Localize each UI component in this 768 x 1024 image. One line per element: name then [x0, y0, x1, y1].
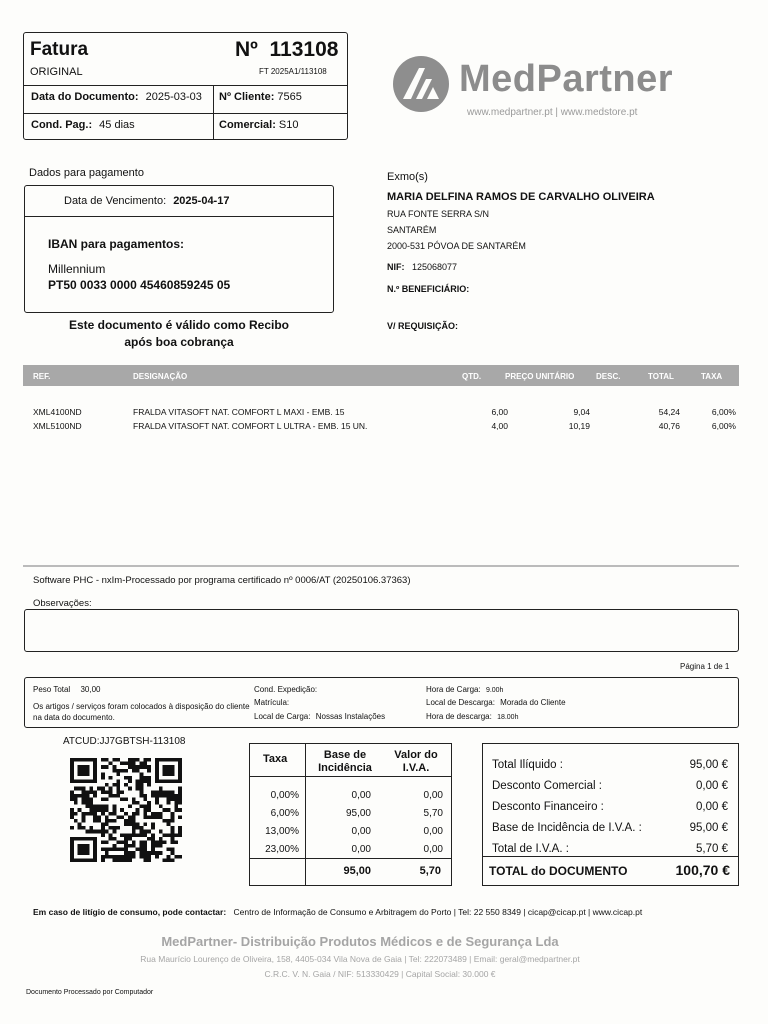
col-tax: TAXA [701, 372, 723, 381]
vat-value: 0,00 [423, 825, 443, 837]
unload-place [426, 698, 566, 707]
vat-total-base: 95,00 [343, 865, 371, 877]
brand-website: www.medpartner.pt | www.medstore.pt [467, 107, 638, 118]
company-address: Rua Maurício Lourenço de Oliveira, 158, 4405-034 Vila Nova de Gaia | Tel: 222073489 | Email: geral@medpartner.pt [140, 954, 580, 964]
payment-section-title: Dados para pagamento [29, 167, 144, 179]
total-value: 0,00 € [696, 779, 728, 792]
total-label: Total de I.V.A. : [492, 842, 569, 855]
vat-col-base: Base de Incidência [318, 749, 372, 774]
table-row [252, 804, 444, 822]
vat-table [252, 786, 444, 858]
items-end-divider [23, 565, 739, 567]
commercial-label: Comercial: [219, 119, 276, 131]
table-row [252, 786, 444, 804]
payment-label: Cond. Pag.: [31, 119, 93, 131]
totals-table [491, 754, 729, 859]
nif-label: NIF: [387, 262, 405, 272]
col-discount: DESC. [596, 372, 621, 381]
expedition-label: Cond. Expedição: [254, 685, 318, 694]
item-desc: FRALDA VITASOFT NAT. COMFORT L ULTRA - EMB. 15 UN. [133, 421, 368, 431]
vat-rate: 0,00% [270, 789, 299, 801]
customer-nif [387, 262, 457, 272]
company-registry: C.R.C. V. N. Gaia / NIF: 513330429 | Capital Social: 30.000 € [264, 969, 496, 979]
unload-time-value: 18.00h [497, 714, 519, 721]
due-date [64, 195, 229, 207]
total-value: 5,70 € [696, 842, 728, 855]
requisition-label: V/ REQUISIÇÃO: [387, 321, 459, 331]
company-name: MedPartner- Distribuição Produtos Médicos e de Segurança Lda [161, 934, 559, 949]
grand-total-value: 100,70 € [675, 862, 730, 878]
col-unit-price: PREÇO UNITÁRIO [505, 372, 575, 381]
page-label: Página 1 de 1 [680, 662, 730, 671]
observations-box [24, 609, 739, 652]
customer-address2: SANTARÉM [387, 225, 437, 235]
item-price: 10,19 [568, 421, 590, 431]
total-label: Desconto Financeiro : [492, 800, 604, 813]
bank-name: Millennium [48, 262, 106, 276]
client-label: Nº Cliente: [219, 91, 275, 103]
load-time [426, 685, 503, 694]
vat-col-vat: Valor do I.V.A. [394, 749, 438, 774]
medpartner-logo-icon [392, 55, 450, 113]
brand-name: MedPartner [459, 58, 674, 100]
payment-terms [31, 119, 135, 131]
vat-base: 0,00 [351, 843, 371, 855]
vat-value: 0,00 [423, 789, 443, 801]
unload-place-label: Local de Descarga: [426, 698, 495, 707]
receipt-line2: após boa cobrança [124, 335, 234, 349]
nif-value: 125068077 [412, 262, 458, 272]
table-row [491, 838, 729, 859]
item-tax: 6,00% [711, 407, 736, 417]
table-row [491, 817, 729, 838]
table-row [252, 840, 444, 858]
item-desc: FRALDA VITASOFT NAT. COMFORT L MAXI - EMB. 15 [133, 407, 345, 417]
series-ref: FT 2025A1/113108 [259, 67, 327, 76]
col-qty: QTD. [462, 372, 482, 381]
shipping-note: Os artigos / serviços foram colocados à disposição do cliente na data do documento. [33, 702, 250, 722]
vat-value: 5,70 [423, 807, 443, 819]
client-value: 7565 [277, 91, 302, 103]
table-row [33, 421, 736, 435]
item-disc [590, 421, 620, 435]
doc-number [235, 38, 338, 62]
customer-address3: 2000-531 PÓVOA DE SANTARÉM [387, 241, 526, 251]
weight-label: Peso Total [33, 685, 71, 694]
doc-date-value: 2025-03-03 [145, 91, 202, 103]
item-price: 9,04 [573, 407, 590, 417]
payment-value: 45 dias [99, 119, 135, 131]
item-disc [590, 407, 620, 421]
receipt-line1: Este documento é válido como Recibo [68, 318, 290, 332]
unload-time [426, 712, 518, 721]
vat-col-rate: Taxa [263, 753, 288, 765]
vat-value: 0,00 [423, 843, 443, 855]
table-row [491, 754, 729, 775]
vat-rate: 23,00% [265, 843, 299, 855]
item-total: 54,24 [658, 407, 680, 417]
atcud-code: ATCUD:JJ7GBTSH-113108 [63, 736, 186, 747]
vat-base: 0,00 [351, 789, 371, 801]
due-label: Data de Vencimento: [64, 195, 167, 207]
number-prefix: Nº [235, 38, 258, 61]
table-row [491, 796, 729, 817]
processed-note: Documento Processado por Computador [26, 989, 154, 996]
vat-rate: 13,00% [265, 825, 299, 837]
beneficiary-label: N.º BENEFICIÁRIO: [387, 284, 470, 294]
weight-value: 30,00 [80, 685, 101, 694]
observations-label: Observações: [33, 598, 92, 609]
load-time-value: 9.00h [485, 687, 504, 694]
col-ref: REF. [33, 372, 51, 381]
total-label: Total Ilíquido : [492, 758, 563, 771]
commercial [219, 119, 299, 131]
receipt-notice [24, 318, 334, 349]
doc-copy: ORIGINAL [30, 66, 83, 78]
table-row [33, 407, 736, 421]
customer-name: MARIA DELFINA RAMOS DE CARVALHO OLIVEIRA [387, 191, 655, 203]
doc-date [31, 91, 202, 103]
total-value: 95,00 € [689, 758, 728, 771]
vat-base: 95,00 [345, 807, 371, 819]
client-number [219, 91, 302, 103]
col-total: TOTAL [648, 372, 674, 381]
total-weight [33, 685, 100, 694]
load-place [254, 712, 385, 721]
customer-greeting: Exmo(s) [387, 171, 428, 183]
total-label: Desconto Comercial : [492, 779, 602, 792]
load-time-label: Hora de Carga: [426, 685, 481, 694]
items-table [33, 407, 736, 435]
table-row [491, 775, 729, 796]
item-qty: 4,00 [491, 421, 508, 431]
dispute-text: Centro de Informação de Consumo e Arbitragem do Porto | Tel: 22 550 8349 | cicap@cicap.pt | www.cicap.pt [233, 907, 643, 917]
software-line: Software PHC - nxIm-Processado por programa certificado nº 0006/AT (20250106.37363) [33, 575, 411, 586]
commercial-value: S10 [278, 119, 299, 131]
customer-address1: RUA FONTE SERRA S/N [387, 209, 490, 219]
table-row [252, 822, 444, 840]
total-value: 0,00 € [696, 800, 728, 813]
total-value: 95,00 € [689, 821, 728, 834]
plate-label: Matrícula: [254, 698, 290, 707]
load-place-value: Nossas Instalações [315, 712, 386, 721]
item-qty: 6,00 [491, 407, 508, 417]
item-ref: XML5100ND [33, 421, 82, 431]
iban-label: IBAN para pagamentos: [48, 237, 185, 251]
dispute-label: Em caso de litígio de consumo, pode contactar: [33, 907, 227, 917]
items-header-bar [23, 365, 739, 386]
vat-rate: 6,00% [270, 807, 299, 819]
unload-time-label: Hora de descarga: [426, 712, 492, 721]
col-designation: DESIGNAÇÃO [133, 372, 188, 381]
item-total: 40,76 [658, 421, 680, 431]
item-ref: XML4100ND [33, 407, 82, 417]
doc-type: Fatura [30, 39, 89, 60]
load-place-label: Local de Carga: [254, 712, 311, 721]
dispute-line [33, 907, 642, 917]
number-value: 113108 [269, 38, 339, 61]
vat-base: 0,00 [351, 825, 371, 837]
total-label: Base de Incidência de I.V.A. : [492, 821, 642, 834]
item-tax: 6,00% [711, 421, 736, 431]
due-value: 2025-04-17 [173, 195, 230, 207]
iban-value: PT50 0033 0000 45460859245 05 [48, 278, 231, 292]
vat-total-vat: 5,70 [419, 865, 441, 877]
grand-total-label: TOTAL do DOCUMENTO [489, 864, 628, 878]
unload-place-value: Morada do Cliente [500, 698, 566, 707]
qr-code-icon [70, 758, 182, 862]
doc-date-label: Data do Documento: [31, 91, 139, 103]
